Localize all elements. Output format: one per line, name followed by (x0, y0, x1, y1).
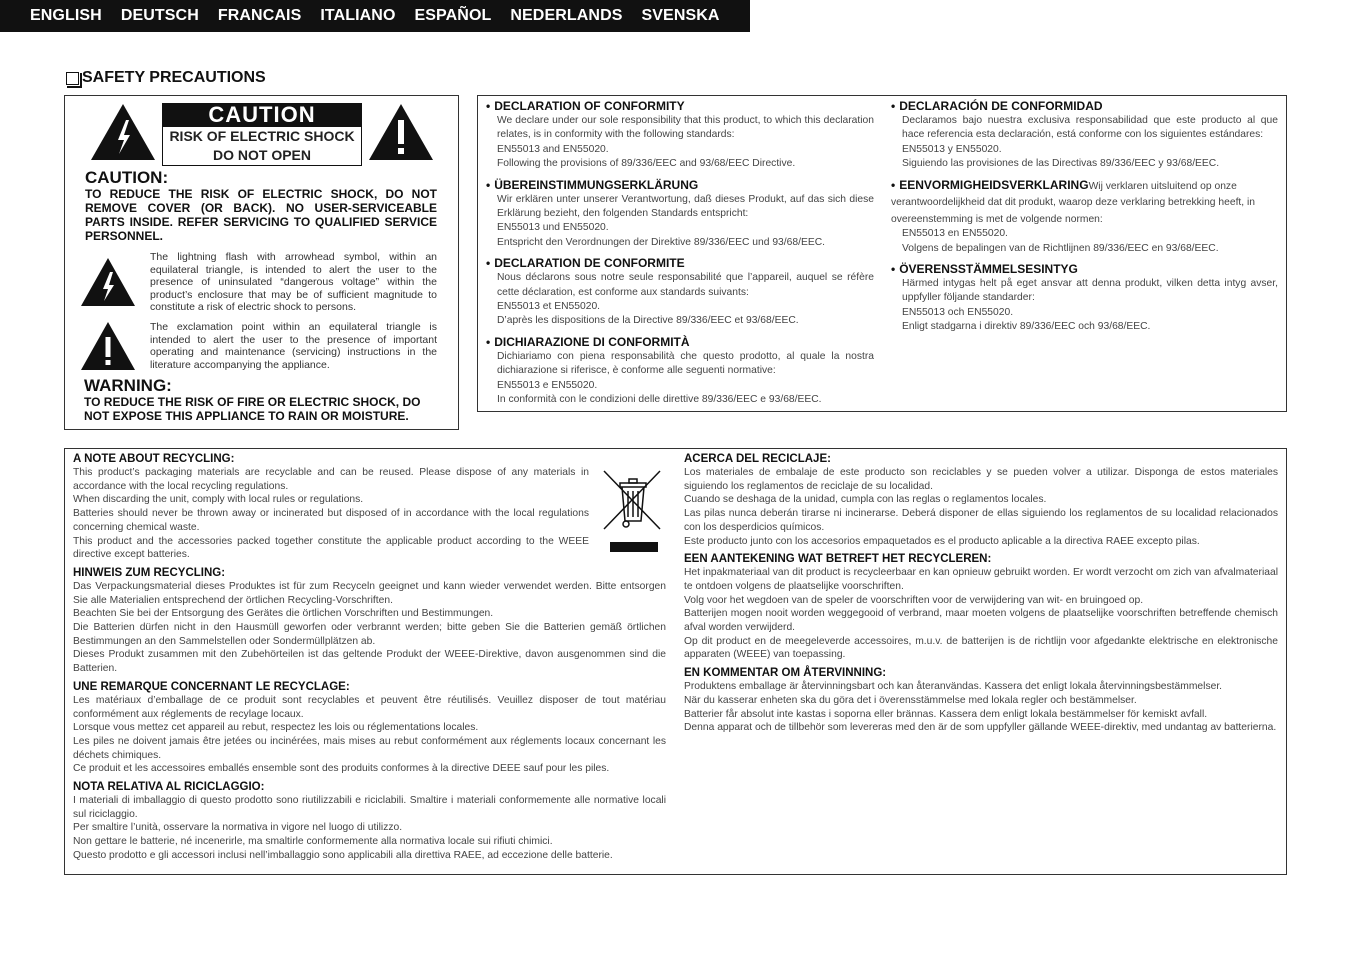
declaration-es-title: DECLARACIÓN DE CONFORMIDAD (899, 99, 1103, 113)
recycling-es-p3: Las pilas nunca deberán tirarse ni incinerarse. Deberá disponer de ellas siguiendo los reglamentos de su localidad relacionados con los desperdicios químicos. (684, 508, 1278, 533)
recycling-it-p1: I materiali di imballaggio di questo prodotto sono riutilizzabili e riciclabili. Smaltire i materiali conformemente alle normative locali sul riciclaggio. (73, 795, 666, 820)
recycling-fr-p3: Les piles ne doivent jamais être jetées ou incinérées, mais mises au rebut conformément aux réglements locaux concernant les déchets chimiques. (73, 735, 666, 761)
declaration-nl-l3: Volgens de bepalingen van de Richtlijnen 89/336/EEC en 93/68/EEC. (902, 242, 1219, 254)
recycling-nl-title: EEN AANTEKENING WAT BETREFT HET RECYCLEREN: (684, 553, 992, 566)
lang-svenska: SVENSKA (641, 7, 720, 24)
caution-label-risk (162, 127, 362, 166)
section-title-text: SAFETY PRECAUTIONS (82, 69, 266, 86)
declaration-it-title: DICHIARAZIONE DI CONFORMITÀ (494, 334, 690, 349)
declaration-de-l3: Entspricht den Verordnungen der Direktive 89/336/EEC und 93/68/EEC. (497, 236, 825, 248)
recycling-es-p2: Cuando se deshaga de la unidad, cumpla con las reglas o reglamentos locales. (684, 494, 1047, 506)
declaration-es-l3: Siguiendo las provisiones de las Directivas 89/336/EEC y 93/68/EEC. (902, 158, 1220, 170)
lang-english: ENGLISH (30, 7, 102, 24)
recycling-sv-p2: När du kasserar enheten ska du göra det i överensstämmelse med lokala regler och bestämmelser. (684, 694, 1137, 706)
declaration-es-l2: EN55013 y EN55020. (902, 143, 1002, 155)
declaration-it-l2: EN55013 e EN55020. (497, 379, 598, 391)
declaration-de-l1: Wir erklären unter unserer Verantwortung, daß dieses Produkt, auf das sich diese Erklärung bezieht, den folgenden Standards entspricht: (497, 193, 874, 220)
declaration-it-l3: In conformità con le condizioni delle direttive 89/336/EEC e 93/68/EEC. (497, 394, 822, 406)
recycling-column-left (73, 452, 666, 863)
caution-heading: CAUTION: (85, 168, 169, 187)
declaration-sv: • ÖVERENSSTÄMMELSESINTYG Härmed intygas helt på eget ansvar att denna produkt, vilken detta intyg avser, uppfyller följande standarder: EN55013 och EN55020. Enligt stadgarna i direktiv 89/336/EEC och 93/68/EEC. (891, 262, 1278, 335)
recycling-sv-p3: Batterier får absolut inte kastas i soporna eller brännas. Kassera dem enligt lokala bestämmelser för kemiskt avfall. (684, 708, 1208, 720)
recycling-nl-p3: Batterijen mogen nooit worden weggegooid of verbrand, maar moeten volgens de plaatselijke voorschriften betreffende chemisch afval worden verwijderd. (684, 608, 1278, 634)
declaration-en-l2: EN55013 and EN55020. (497, 143, 609, 155)
recycling-fr-p4: Ce produit et les accessoires emballés ensemble sont des produits conformes à la directive DEEE sauf pour les piles. (73, 763, 610, 775)
declaration-en-l1: We declare under our sole responsibility that this product, to which this declaration relates, is in conformity with the following standards: (497, 115, 874, 141)
declaration-de-l2: EN55013 und EN55020. (497, 222, 609, 234)
declaration-fr-l2: EN55013 et EN55020. (497, 301, 601, 313)
lang-nederlands: NEDERLANDS (510, 7, 623, 24)
warning-heading: WARNING: (84, 376, 172, 395)
recycling-it-title: NOTA RELATIVA AL RICICLAGGIO: (73, 781, 265, 794)
recycling-de-p1: Das Verpackungsmaterial dieses Produktes ist für zum Recyceln geeignet und kann wieder verwendet werden. Bitte entsorgen Sie alle Materialien entsprechend der örtlichen Recycling-Vorschriften. (73, 580, 666, 606)
recycling-fr-p2: Lorsque vous mettez cet appareil au rebut, respectez les lois ou réglementations locales. (73, 722, 479, 734)
caution-label-line2: DO NOT OPEN (212, 147, 311, 163)
recycling-it-p3: Non gettare le batterie, né incenerirle, ma smaltirle conformemente alla normativa locale sui rifiuti chimici. (73, 836, 553, 848)
declaration-nl-l2: EN55013 en EN55020. (902, 228, 1008, 240)
recycling-fr-title: UNE REMARQUE CONCERNANT LE RECYCLAGE: (73, 680, 350, 693)
declaration-fr-title: DECLARATION DE CONFORMITE (494, 256, 685, 271)
declaration-de: • ÜBEREINSTIMMUNGSERKLÄRUNG Wir erklären unter unserer Verantwortung, daß dieses Produkt, auf das sich diese Erklärung bezieht, den folgenden Standards entspricht: EN55013 und EN55020. Entspricht den Verordnungen der Direktive 89/336/EEC und 93/68/EEC. (486, 178, 874, 251)
lang-francais: FRANCAIS (217, 7, 302, 24)
recycling-it-p2: Per smaltire l’unità, osservare la normativa in vigore nel luogo di utilizzo. (73, 822, 403, 834)
recycling-en-p4: This product and the accessories packed together constitute the applicable product according to the WEEE directive except batteries. (73, 535, 589, 561)
declaration-fr-l3: D’après les dispositions de la Directive 89/336/EEC et 93/68/EEC. (497, 315, 799, 327)
declaration-es: • DECLARACIÓN DE CONFORMIDAD Declaramos bajo nuestra exclusiva responsabilidad que este producto al que hace referencia esta declaración, está conforme con los siguientes estándares: EN55013 y EN55020. Siguiendo las provisiones de las Directivas 89/336/EEC y 93/68/EEC. (891, 99, 1278, 172)
recycling-en-p2: When discarding the unit, comply with local rules or regulations. (73, 494, 364, 506)
caution-text: TO REDUCE THE RISK OF ELECTRIC SHOCK, DO NOT REMOVE COVER (OR BACK). NO USER-SERVICEABLE PARTS INSIDE. REFER SERVICING TO QUALIFIED SERVICE PERSONNEL. (85, 187, 437, 243)
declaration-sv-title: ÖVERENSSTÄMMELSESINTYG (899, 261, 1078, 276)
recycling-nl-p1: Het inpakmateriaal van dit product is recycleerbaar en kan opnieuw gebruikt worden. Er wordt verzocht om zich van afvalmateriaal te ontdoen volgens de plaatselijke voorschriften. (684, 567, 1278, 592)
checkbox-bullet-icon (66, 72, 79, 85)
declaration-en-title: DECLARATION OF CONFORMITY (494, 99, 685, 113)
caution-panel (64, 95, 459, 430)
recycling-column-right (684, 452, 1278, 735)
electric-shock-warning-icon (89, 102, 157, 162)
recycling-de-p3: Die Batterien dürfen nicht in den Hausmüll geworfen oder verbrannt werden; bitte geben Sie die Batterien gemäß örtlichen Bestimmungen an den Sammelstellen oder Sondermüllplätzen ab. (73, 622, 666, 647)
lightning-triangle-icon (79, 256, 137, 308)
section-title (66, 69, 266, 87)
caution-label-head: CAUTION (162, 103, 362, 127)
exclamation-triangle-icon (79, 320, 137, 372)
declaration-en-l3: Following the provisions of 89/336/EEC and 93/68/EEC Directive. (497, 158, 796, 170)
recycling-en-title: A NOTE ABOUT RECYCLING: (73, 453, 235, 465)
declaration-sv-l1: Härmed intygas helt på eget ansvar att denna produkt, vilken detta intyg avser, uppfyller följande standarder: (902, 277, 1278, 304)
recycling-nl-p2: Volg voor het wegdoen van de speler de voorschriften voor de verwijdering van wit- en bruingoed op. (684, 594, 1144, 606)
declarations-column-right (891, 99, 1278, 341)
recycling-panel (64, 448, 1287, 875)
recycling-es-title: ACERCA DEL RECICLAJE: (684, 453, 831, 465)
lang-italiano: ITALIANO (320, 7, 396, 24)
declaration-es-l1: Declaramos bajo nuestra exclusiva responsabilidad que este producto al que hace referencia esta declaración, está conforme con los siguientes estándares: (902, 115, 1278, 141)
declaration-it-l1: Dichiariamo con piena responsabilità che questo prodotto, al quale la nostra dichiarazione si riferisce, è conforme alle seguenti normative: (497, 350, 874, 377)
lang-espanol: ESPAÑOL (414, 7, 492, 24)
declaration-sv-l3: Enligt stadgarna i direktiv 89/336/EEC och 93/68/EEC. (902, 321, 1151, 333)
recycling-fr-p1: Les matériaux d’emballage de ce produit sont recyclables et peuvent être réutilisés. Veuillez disposer de tout matériau conformément aux réglements de recylage locaux. (73, 694, 666, 720)
recycling-en-p1: This product’s packaging materials are recyclable and can be reused. Please dispose of any materials in accordance with the local recycling regulations. (73, 467, 589, 492)
recycling-nl-p4: Op dit product en de meegeleverde accessoires, m.u.v. de batterijen is de richtlijn voor afgedankte elektrische en elektronische apparaten (WEEE) van toepassing. (684, 635, 1278, 661)
recycling-de-p4: Dieses Produkt zusammen mit den Zubehörteilen ist das geltende Produkt der WEEE-Direktive, davon ausgenommen sind die Batterien. (73, 649, 666, 675)
declaration-nl: • EENVORMIGHEIDSVERKLARINGWij verklaren uitsluitend op onze verantwoordelijkheid dat dit produkt, waarop deze verklaring betrekking heeft, in overeenstemming is met de volgende normen: EN55013 en EN55020. Volgens de bepalingen van de Richtlijnen 89/336/EEC en 93/68/EEC. (891, 178, 1278, 256)
declarations-panel (477, 95, 1287, 412)
caution-label-line1: RISK OF ELECTRIC SHOCK (169, 128, 355, 144)
recycling-sv-title: EN KOMMENTAR OM ÅTERVINNING: (684, 667, 887, 680)
recycling-en-p3: Batteries should never be thrown away or incinerated but disposed of in accordance with the local regulations concerning chemical waste. (73, 508, 589, 533)
exclamation-symbol-text: The exclamation point within an equilateral triangle is intended to alert the user to the presence of important operating and maintenance (servicing) instructions in the literature accompanying the appliance. (150, 321, 437, 371)
recycling-it-p4: Questo prodotto e gli accessori inclusi nell’imballaggio sono applicabili alla direttiva RAEE, ad eccezione delle batterie. (73, 849, 613, 861)
recycling-de-p2: Beachten Sie bei der Entsorgung des Gerätes die örtlichen Vorschriften und Bestimmungen. (73, 608, 494, 620)
exclamation-warning-icon (367, 102, 435, 162)
warning-text: TO REDUCE THE RISK OF FIRE OR ELECTRIC SHOCK, DO NOT EXPOSE THIS APPLIANCE TO RAIN OR MOISTURE. (84, 395, 421, 423)
recycling-es-p4: Este producto junto con los accesorios empaquetados es el producto aplicable a la directiva RAEE excepto pilas. (684, 535, 1200, 547)
declarations-column-left (486, 99, 874, 414)
declaration-sv-l2: EN55013 och EN55020. (902, 306, 1014, 318)
recycling-es-p1: Los materiales de embalaje de este producto son reciclables y se pueden volver a utilizar. Disponga de estos materiales siguiendo los reglamentos de reciclaje de su localidad. (684, 467, 1278, 492)
recycling-sv-p4: Denna apparat och de tillbehör som levereras med den är de som uppfyller gällande WEEE-direktiv, med undantag av batterierna. (684, 722, 1277, 734)
declaration-fr: • DECLARATION DE CONFORMITE Nous déclarons sous notre seule responsabilité que l’appareil, auquel se réfère cette déclaration, est conforme aux standards suivants: EN55013 et EN55020. D’après les dispositions de la Directive 89/336/EEC et 93/68/EEC. (486, 256, 874, 329)
recycling-de-title: HINWEIS ZUM RECYCLING: (73, 566, 226, 579)
declaration-nl-l1: Wij verklaren uitsluitend op onze verantwoordelijkheid dat dit produkt, waarop deze verklaring betrekking heeft, in overeenstemming is met de volgende normen: (891, 180, 1256, 225)
lightning-symbol-text: The lightning flash with arrowhead symbol, within an equilateral triangle, is intended to alert the user to the presence of uninsulated “dangerous voltage” within the product’s enclosure that may be of sufficient magnitude to constitute a risk of electric shock to persons. (150, 251, 437, 314)
declaration-de-title: ÜBEREINSTIMMUNGSERKLÄRUNG (494, 177, 699, 192)
declaration-fr-l1: Nous déclarons sous notre seule responsabilité que l’appareil, auquel se réfère cette déclaration, est conforme aux standards suivants: (497, 272, 874, 298)
weee-crossed-bin-icon (602, 469, 662, 555)
caution-label (162, 103, 362, 166)
declaration-en: • DECLARATION OF CONFORMITY We declare under our sole responsibility that this product, to which this declaration relates, is in conformity with the following standards: EN55013 and EN55020. Following the provisions of 89/336/EEC and 93/68/EEC Directive. (486, 99, 874, 172)
lang-deutsch: DEUTSCH (120, 7, 199, 24)
declaration-it: • DICHIARAZIONE DI CONFORMITÀ Dichiariamo con piena responsabilità che questo prodotto, al quale la nostra dichiarazione si riferisce, è conforme alle seguenti normative: EN55013 e EN55020. In conformità con le condizioni delle direttive 89/336/EEC e 93/68/EEC. (486, 335, 874, 408)
recycling-sv-p1: Produktens emballage är återvinningsbart och kan återanvändas. Kassera det enligt lokala återvinningsbestämmelser. (684, 681, 1223, 693)
language-bar (0, 0, 750, 32)
declaration-nl-title: EENVORMIGHEIDSVERKLARING (899, 177, 1089, 192)
